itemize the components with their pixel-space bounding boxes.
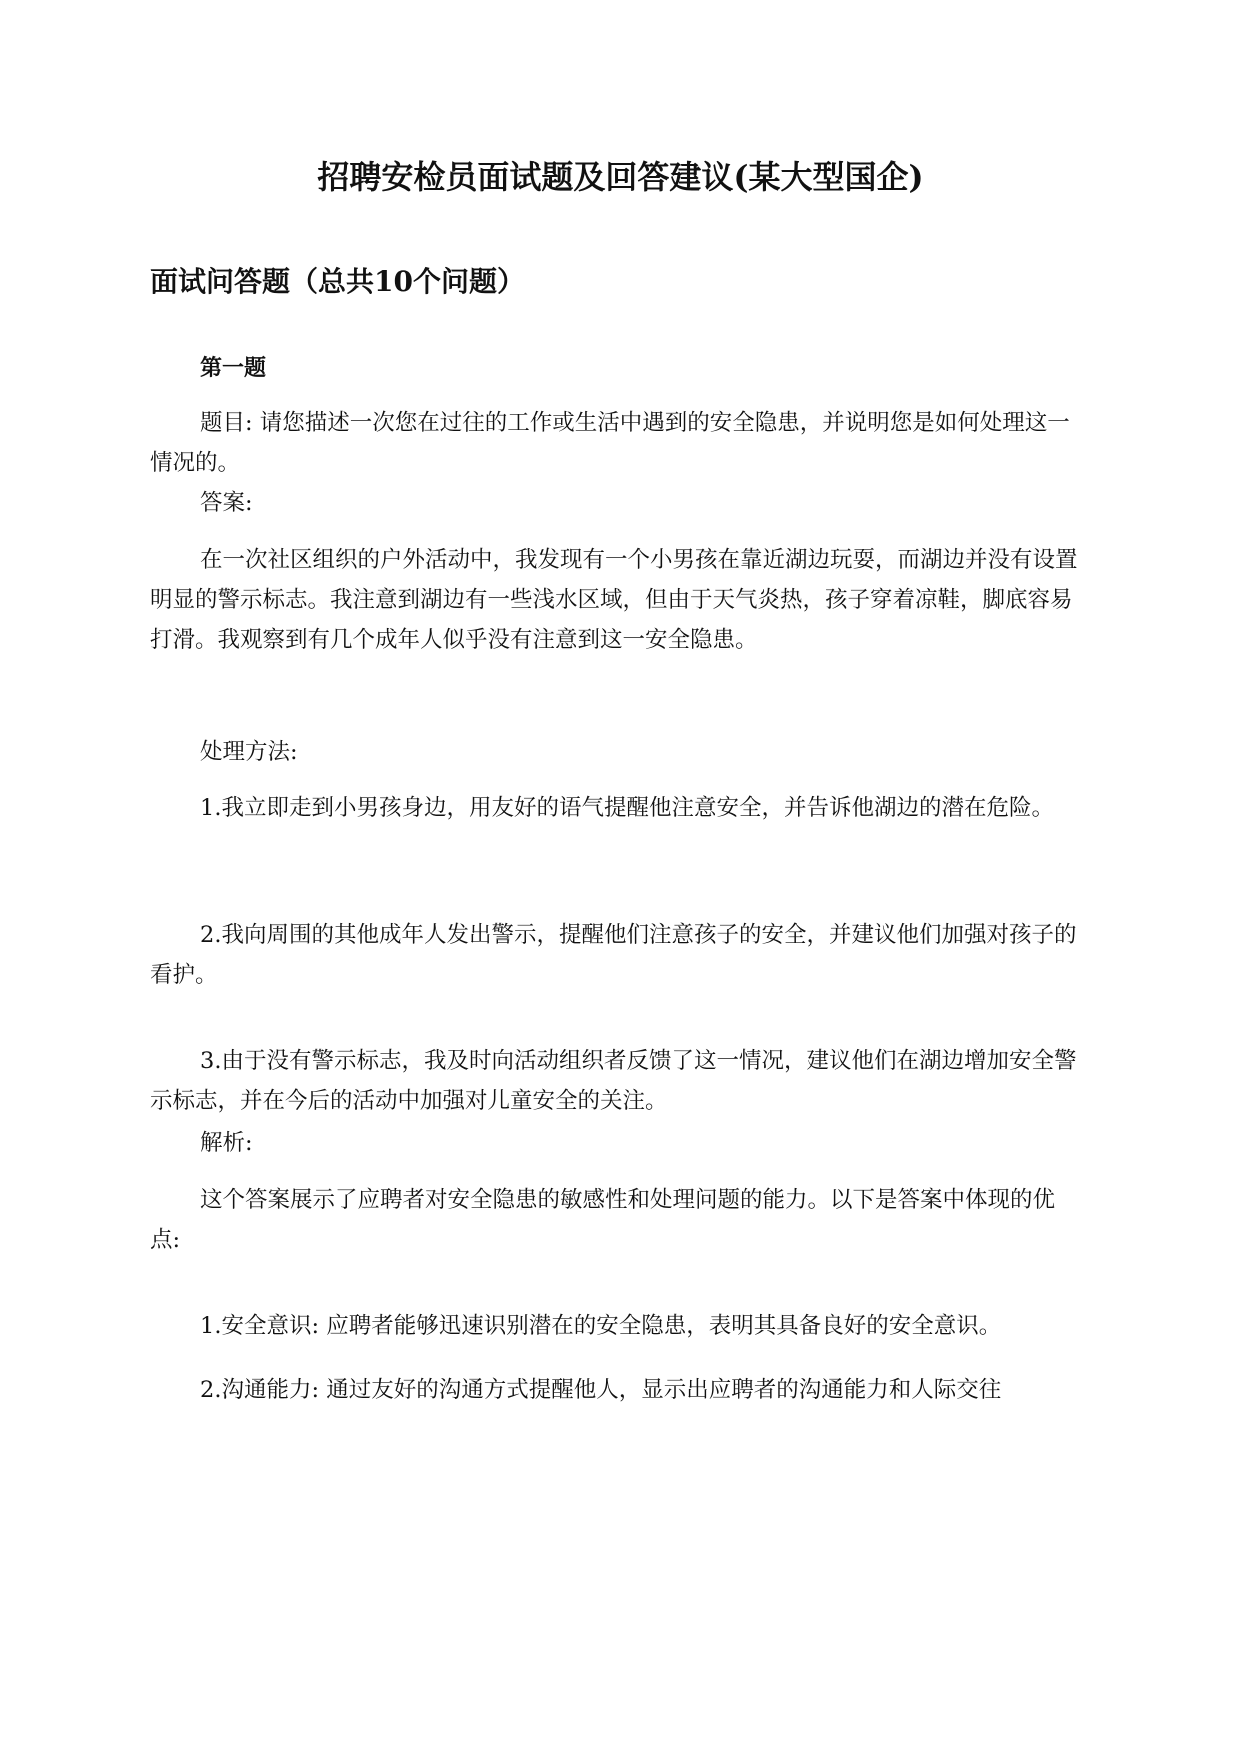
- analysis-text-block: [150, 1180, 1085, 1260]
- question-heading: 第一题: [200, 355, 267, 381]
- method-step: 2.我向周围的其他成年人发出警示，提醒他们注意孩子的安全，并建议他们加强对孩子的看护。: [150, 922, 1077, 988]
- document-title: 招聘安检员面试题及回答建议(某大型国企): [317, 158, 924, 196]
- step-2-block: [150, 915, 1085, 995]
- question-prompt: 题目: 请您描述一次您在过往的工作或生活中遇到的安全隐患，并说明您是如何处理这一情况的。: [150, 410, 1070, 476]
- analysis-text: 这个答案展示了应聘者对安全隐患的敏感性和处理问题的能力。以下是答案中体现的优点:: [150, 1187, 1056, 1253]
- answer-label: 答案:: [200, 490, 253, 516]
- answer-text: 在一次社区组织的户外活动中，我发现有一个小男孩在靠近湖边玩耍，而湖边并没有设置明显的警示标志。我注意到湖边有一些浅水区域，但由于天气炎热，孩子穿着凉鞋，脚底容易打滑。我观察到有几个成年人似乎没有注意到这一安全隐患。: [150, 547, 1078, 653]
- analysis-label: 解析:: [200, 1130, 253, 1156]
- method-step: 1.我立即走到小男孩身边，用友好的语气提醒他注意安全，并告诉他湖边的潜在危险。: [200, 795, 1054, 821]
- section-heading: 面试问答题（总共10个问题）: [150, 265, 525, 298]
- step-3-block: [150, 1041, 1085, 1121]
- merit-item: 1.安全意识: 应聘者能够迅速识别潜在的安全隐患，表明其具备良好的安全意识。: [200, 1313, 1002, 1339]
- step-1-block: [150, 788, 1085, 828]
- question-prompt-block: [150, 403, 1085, 483]
- method-label: 处理方法:: [200, 739, 298, 765]
- merit-2-block: [150, 1370, 1085, 1410]
- answer-text-block: [150, 540, 1085, 660]
- merit-item: 2.沟通能力: 通过友好的沟通方式提醒他人，显示出应聘者的沟通能力和人际交往: [200, 1377, 1002, 1403]
- method-step: 3.由于没有警示标志，我及时向活动组织者反馈了这一情况，建议他们在湖边增加安全警示标志，并在今后的活动中加强对儿童安全的关注。: [150, 1048, 1077, 1114]
- merit-1-block: [150, 1306, 1085, 1346]
